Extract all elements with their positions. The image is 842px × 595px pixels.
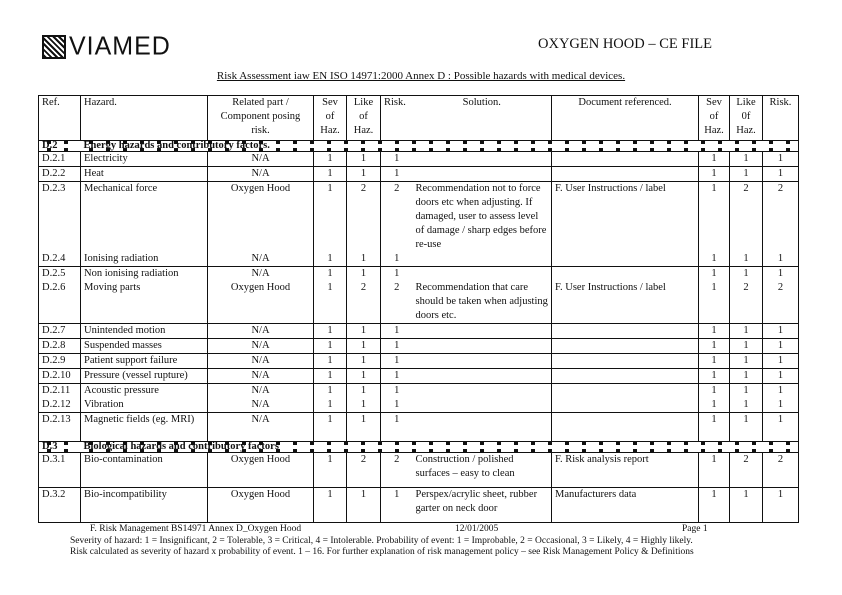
cell-risk: 1 xyxy=(381,384,413,399)
cell-hazard: Vibration xyxy=(81,398,208,413)
table-row xyxy=(39,252,799,267)
cell-ref: D.2.1 xyxy=(39,152,81,167)
cell-part: N/A xyxy=(208,398,314,413)
cell-like: 2 xyxy=(347,453,381,488)
cell-solution: Recommendation not to force doors etc when adjusting. If damaged, user to assess level of damage / sharp edges before re-use xyxy=(413,182,552,253)
table-row xyxy=(39,488,799,523)
cell-sev: 1 xyxy=(314,152,347,167)
cell-like: 1 xyxy=(347,252,381,267)
cell-sev2: 1 xyxy=(699,413,730,442)
cell-sev: 1 xyxy=(314,281,347,324)
col-document: Document referenced. xyxy=(552,96,699,141)
cell-doc xyxy=(552,398,699,413)
table-row xyxy=(39,281,799,324)
cell-like2: 2 xyxy=(730,281,763,324)
cell-sev: 1 xyxy=(314,413,347,442)
cell-ref: D.2.2 xyxy=(39,167,81,182)
cell-ref: D.2.11 xyxy=(39,384,81,399)
cell-solution: Construction / polished surfaces – easy to clean xyxy=(413,453,552,488)
cell-part: N/A xyxy=(208,152,314,167)
viamed-logo xyxy=(42,32,171,61)
cell-hazard: Acoustic pressure xyxy=(81,384,208,399)
cell-sev2: 1 xyxy=(699,398,730,413)
cell-hazard: Heat xyxy=(81,167,208,182)
cell-sev: 1 xyxy=(314,252,347,267)
cell-ref: D.2.12 xyxy=(39,398,81,413)
cell-risk2: 1 xyxy=(763,398,799,413)
cell-sev2: 1 xyxy=(699,384,730,399)
cell-sev2: 1 xyxy=(699,339,730,354)
cell-solution xyxy=(413,398,552,413)
cell-risk2: 1 xyxy=(763,354,799,369)
cell-sev: 1 xyxy=(314,488,347,523)
cell-like2: 1 xyxy=(730,324,763,339)
cell-doc xyxy=(552,167,699,182)
cell-solution xyxy=(413,252,552,267)
cell-hazard: Patient support failure xyxy=(81,354,208,369)
footer-legend-risk: Risk calculated as severity of hazard x probability of event. 1 – 16. For further explanation of risk management policy – see Risk Management Policy & Definitions xyxy=(70,547,694,557)
cell-solution xyxy=(413,152,552,167)
table-row xyxy=(39,398,799,413)
cell-hazard: Unintended motion xyxy=(81,324,208,339)
cell-solution xyxy=(413,384,552,399)
cell-risk2: 1 xyxy=(763,167,799,182)
cell-solution xyxy=(413,413,552,442)
cell-risk: 1 xyxy=(381,252,413,267)
cell-hazard: Pressure (vessel rupture) xyxy=(81,369,208,384)
cell-risk2: 1 xyxy=(763,413,799,442)
footer-page: Page 1 xyxy=(682,524,708,534)
cell-sev2: 1 xyxy=(699,281,730,324)
cell-sev2: 1 xyxy=(699,354,730,369)
cell-sev: 1 xyxy=(314,167,347,182)
cell-sev2: 1 xyxy=(699,182,730,253)
cell-doc xyxy=(552,369,699,384)
logo-text: VIAMED xyxy=(69,31,171,61)
cell-solution xyxy=(413,267,552,282)
cell-doc xyxy=(552,339,699,354)
cell-like2: 1 xyxy=(730,398,763,413)
cell-doc: F. User Instructions / label xyxy=(552,281,699,324)
cell-sev: 1 xyxy=(314,354,347,369)
table-row xyxy=(39,369,799,384)
cell-risk2: 1 xyxy=(763,339,799,354)
table-row xyxy=(39,384,799,399)
footer-filename: F. Risk Management BS14971 Annex D_Oxygen Hood xyxy=(90,524,302,534)
cell-part: N/A xyxy=(208,369,314,384)
cell-sev: 1 xyxy=(314,182,347,253)
cell-like2: 1 xyxy=(730,413,763,442)
cell-risk2: 1 xyxy=(763,152,799,167)
cell-doc xyxy=(552,384,699,399)
cell-hazard: Magnetic fields (eg. MRI) xyxy=(81,413,208,442)
cell-risk2: 1 xyxy=(763,488,799,523)
cell-like2: 1 xyxy=(730,167,763,182)
cell-part: N/A xyxy=(208,267,314,282)
footer-date: 12/01/2005 xyxy=(455,524,499,534)
table-subtitle: Risk Assessment iaw EN ISO 14971:2000 Annex D : Possible hazards with medical devices. xyxy=(216,70,626,82)
cell-like2: 1 xyxy=(730,369,763,384)
cell-risk: 1 xyxy=(381,324,413,339)
cell-solution xyxy=(413,369,552,384)
cell-risk: 1 xyxy=(381,369,413,384)
cell-doc: F. Risk analysis report xyxy=(552,453,699,488)
cell-like: 1 xyxy=(347,324,381,339)
section-row xyxy=(39,141,799,152)
table-row xyxy=(39,167,799,182)
cell-like: 1 xyxy=(347,267,381,282)
cell-like: 1 xyxy=(347,384,381,399)
cell-part: Oxygen Hood xyxy=(208,281,314,324)
cell-risk: 1 xyxy=(381,398,413,413)
footer-legend-severity: Severity of hazard: 1 = Insignificant, 2 = Tolerable, 3 = Critical, 4 = Intolerable. Probability of event: 1 = Improbable, 2 = Occasional, 3 = Likely, 4 = Highly likely. xyxy=(70,536,693,546)
cell-hazard: Ionising radiation xyxy=(81,252,208,267)
cell-hazard: Mechanical force xyxy=(81,182,208,253)
col-ref: Ref. xyxy=(39,96,81,141)
cell-hazard: Electricity xyxy=(81,152,208,167)
cell-part: N/A xyxy=(208,252,314,267)
cell-like: 2 xyxy=(347,182,381,253)
cell-risk: 2 xyxy=(381,281,413,324)
cell-like: 1 xyxy=(347,167,381,182)
cell-ref: D.2.9 xyxy=(39,354,81,369)
cell-like: 1 xyxy=(347,398,381,413)
cell-part: N/A xyxy=(208,339,314,354)
cell-risk: 1 xyxy=(381,354,413,369)
cell-ref: D.2.5 xyxy=(39,267,81,282)
cell-solution xyxy=(413,339,552,354)
cell-part: N/A xyxy=(208,354,314,369)
cell-sev: 1 xyxy=(314,339,347,354)
section-ref: D.2 xyxy=(39,141,81,152)
table-row xyxy=(39,152,799,167)
table-row xyxy=(39,339,799,354)
cell-solution: Recommendation that care should be taken when adjusting doors etc. xyxy=(413,281,552,324)
cell-risk: 1 xyxy=(381,167,413,182)
col-like: Like of Haz. xyxy=(347,96,381,141)
cell-like: 1 xyxy=(347,339,381,354)
cell-risk: 2 xyxy=(381,453,413,488)
cell-solution xyxy=(413,167,552,182)
cell-risk2: 2 xyxy=(763,182,799,253)
cell-risk: 1 xyxy=(381,152,413,167)
cell-sev: 1 xyxy=(314,324,347,339)
cell-sev2: 1 xyxy=(699,167,730,182)
cell-solution: Perspex/acrylic sheet, rubber garter on neck door xyxy=(413,488,552,523)
cell-risk2: 2 xyxy=(763,281,799,324)
cell-like: 1 xyxy=(347,369,381,384)
cell-doc: Manufacturers data xyxy=(552,488,699,523)
cell-like2: 1 xyxy=(730,252,763,267)
cell-like: 1 xyxy=(347,413,381,442)
cell-like2: 1 xyxy=(730,152,763,167)
cell-like: 2 xyxy=(347,281,381,324)
cell-ref: D.2.7 xyxy=(39,324,81,339)
cell-hazard: Moving parts xyxy=(81,281,208,324)
cell-doc xyxy=(552,152,699,167)
cell-like: 1 xyxy=(347,488,381,523)
cell-risk2: 1 xyxy=(763,384,799,399)
section-title: Energy hazards and contributory factors. xyxy=(81,141,799,152)
cell-ref: D.2.8 xyxy=(39,339,81,354)
cell-sev: 1 xyxy=(314,384,347,399)
col-risk-2: Risk. xyxy=(763,96,799,141)
cell-doc xyxy=(552,267,699,282)
cell-like2: 1 xyxy=(730,267,763,282)
cell-sev2: 1 xyxy=(699,369,730,384)
cell-doc xyxy=(552,252,699,267)
cell-part: Oxygen Hood xyxy=(208,182,314,253)
cell-part: N/A xyxy=(208,413,314,442)
cell-sev2: 1 xyxy=(699,267,730,282)
cell-ref: D.3.2 xyxy=(39,488,81,523)
cell-solution xyxy=(413,324,552,339)
cell-ref: D.3.1 xyxy=(39,453,81,488)
table-row xyxy=(39,182,799,253)
cell-hazard: Bio-contamination xyxy=(81,453,208,488)
col-sev-2: Sev of Haz. xyxy=(699,96,730,141)
cell-doc xyxy=(552,413,699,442)
cell-sev2: 1 xyxy=(699,488,730,523)
table-row xyxy=(39,453,799,488)
cell-risk: 1 xyxy=(381,267,413,282)
col-related-part: Related part / Component posing risk. xyxy=(208,96,314,141)
cell-like2: 1 xyxy=(730,384,763,399)
table-header-row xyxy=(39,96,799,141)
col-sev: Sev of Haz. xyxy=(314,96,347,141)
cell-doc xyxy=(552,324,699,339)
cell-part: N/A xyxy=(208,324,314,339)
cell-sev2: 1 xyxy=(699,252,730,267)
cell-like: 1 xyxy=(347,152,381,167)
cell-ref: D.2.6 xyxy=(39,281,81,324)
cell-hazard: Bio-incompatibility xyxy=(81,488,208,523)
table-row xyxy=(39,324,799,339)
cell-ref: D.2.13 xyxy=(39,413,81,442)
cell-hazard: Suspended masses xyxy=(81,339,208,354)
cell-risk: 1 xyxy=(381,488,413,523)
cell-sev2: 1 xyxy=(699,324,730,339)
cell-ref: D.2.4 xyxy=(39,252,81,267)
cell-doc xyxy=(552,354,699,369)
cell-part: N/A xyxy=(208,167,314,182)
col-like-2: Like 0f Haz. xyxy=(730,96,763,141)
cell-like2: 1 xyxy=(730,339,763,354)
cell-risk: 1 xyxy=(381,339,413,354)
col-risk: Risk. xyxy=(381,96,413,141)
cell-sev2: 1 xyxy=(699,453,730,488)
cell-like2: 2 xyxy=(730,182,763,253)
cell-doc: F. User Instructions / label xyxy=(552,182,699,253)
cell-like2: 1 xyxy=(730,488,763,523)
section-title: Biological hazards and contributory factors xyxy=(81,442,799,453)
cell-risk2: 1 xyxy=(763,369,799,384)
section-row xyxy=(39,442,799,453)
cell-ref: D.2.3 xyxy=(39,182,81,253)
table-row xyxy=(39,354,799,369)
cell-part: N/A xyxy=(208,384,314,399)
cell-sev: 1 xyxy=(314,453,347,488)
cell-like2: 2 xyxy=(730,453,763,488)
cell-risk2: 1 xyxy=(763,267,799,282)
cell-sev: 1 xyxy=(314,267,347,282)
risk-assessment-table xyxy=(38,95,799,523)
logo-mark-icon xyxy=(42,35,66,59)
cell-hazard: Non ionising radiation xyxy=(81,267,208,282)
cell-risk: 2 xyxy=(381,182,413,253)
cell-like2: 1 xyxy=(730,354,763,369)
cell-risk2: 2 xyxy=(763,453,799,488)
cell-ref: D.2.10 xyxy=(39,369,81,384)
table-row xyxy=(39,267,799,282)
cell-solution xyxy=(413,354,552,369)
cell-part: Oxygen Hood xyxy=(208,453,314,488)
cell-sev2: 1 xyxy=(699,152,730,167)
col-solution: Solution. xyxy=(413,96,552,141)
section-ref: D.3 xyxy=(39,442,81,453)
col-hazard: Hazard. xyxy=(81,96,208,141)
cell-part: Oxygen Hood xyxy=(208,488,314,523)
cell-risk2: 1 xyxy=(763,252,799,267)
cell-like: 1 xyxy=(347,354,381,369)
cell-sev: 1 xyxy=(314,398,347,413)
cell-sev: 1 xyxy=(314,369,347,384)
cell-risk: 1 xyxy=(381,413,413,442)
document-title: OXYGEN HOOD – CE FILE xyxy=(538,36,712,52)
table-row xyxy=(39,413,799,442)
cell-risk2: 1 xyxy=(763,324,799,339)
